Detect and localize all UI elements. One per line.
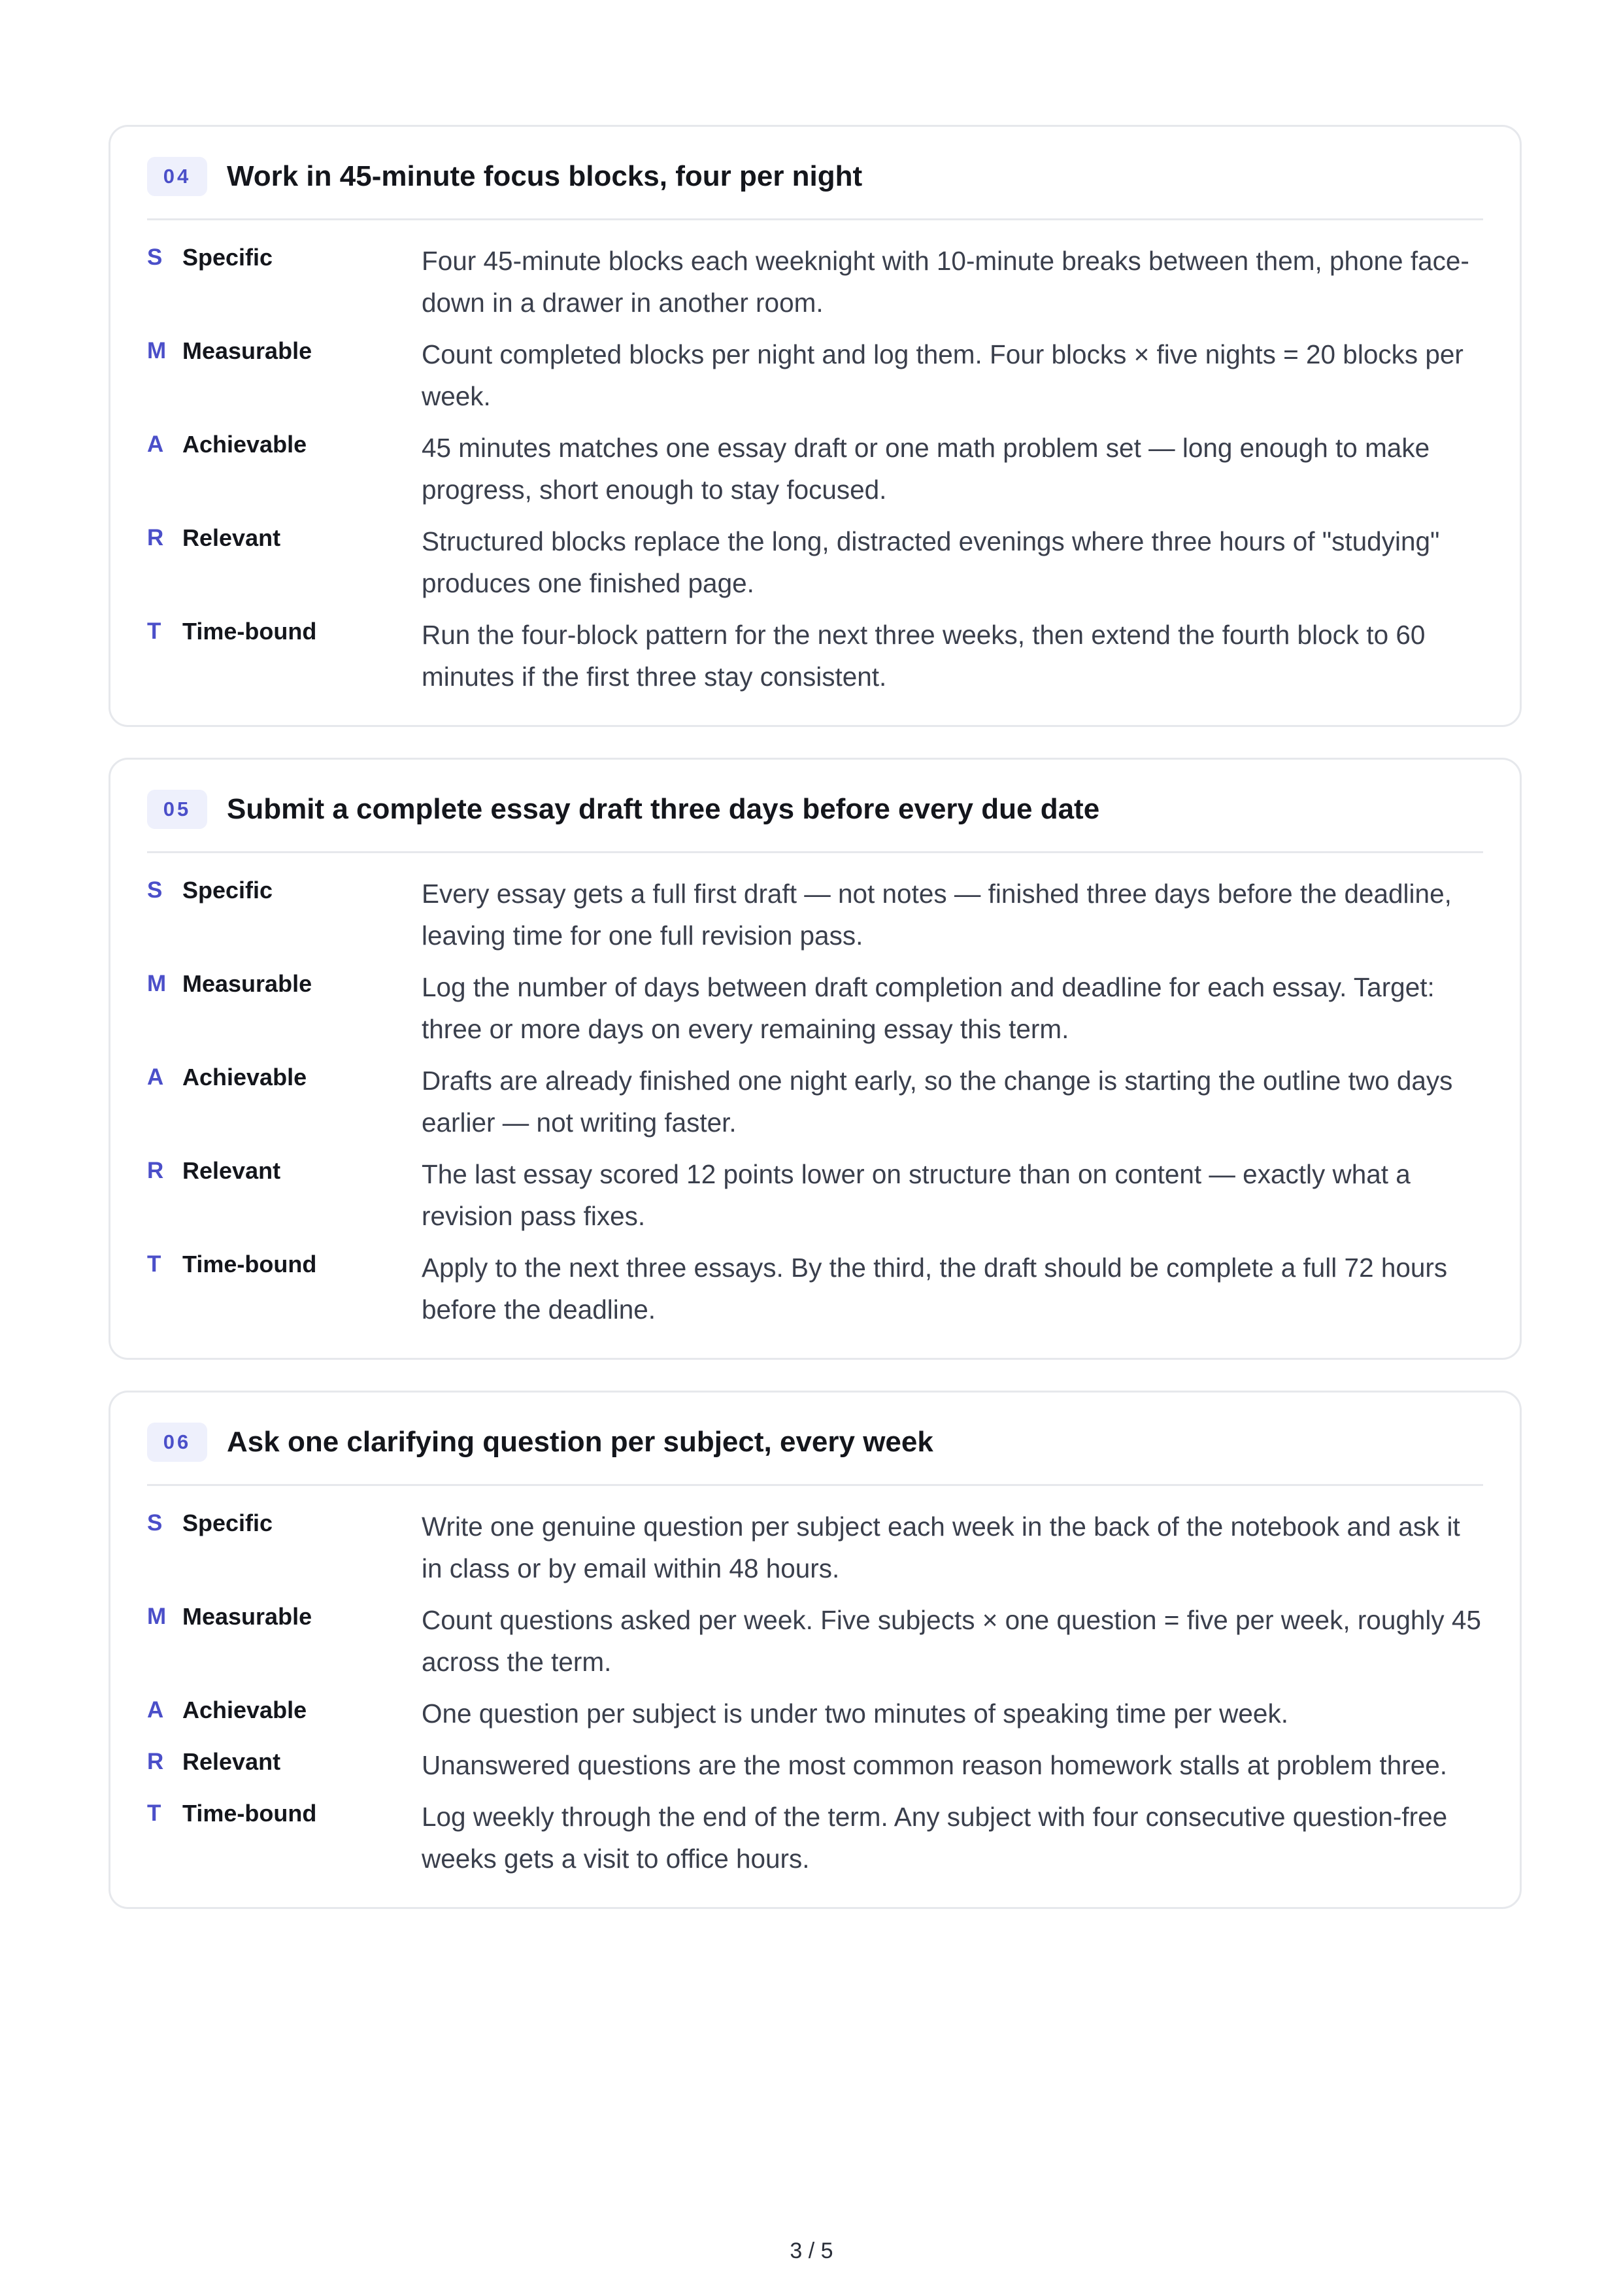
goal-card (109, 758, 1522, 1360)
smart-description: Structured blocks replace the long, distracted evenings where three hours of "studying" produces one finished page. (422, 526, 1440, 598)
smart-description: Count questions asked per week. Five subjects × one question = five per week, roughly 45 across the term. (422, 1605, 1481, 1677)
smart-description: Drafts are already finished one night early, so the change is starting the outline two days earlier — not writing faster. (422, 1066, 1453, 1138)
smart-label: Relevant (182, 1748, 281, 1775)
smart-description: Every essay gets a full first draft — not notes — finished three days before the deadline, leaving time for one full revision pass. (422, 879, 1452, 951)
smart-row-specific (147, 1508, 1483, 1589)
smart-label: Time-bound (182, 1800, 317, 1827)
goal-number-badge: 05 (147, 790, 207, 829)
goal-card (109, 1391, 1522, 1909)
smart-letter: M (147, 1604, 167, 1629)
smart-description: 45 minutes matches one essay draft or one math problem set — long enough to make progress, short enough to stay focused. (422, 433, 1430, 505)
smart-description: Run the four-block pattern for the next three weeks, then extend the fourth block to 60 minutes if the first three stay consistent. (422, 620, 1426, 692)
smart-letter: T (147, 1800, 161, 1826)
smart-letter: M (147, 338, 167, 363)
goal-card-header (147, 157, 1483, 220)
smart-label: Measurable (182, 970, 312, 997)
smart-row-relevant (147, 1747, 1483, 1786)
goal-card (109, 125, 1522, 727)
smart-letter: M (147, 971, 167, 996)
smart-description: The last essay scored 12 points lower on structure than on content — exactly what a revision pass fixes. (422, 1159, 1411, 1231)
smart-description: Write one genuine question per subject each week in the back of the notebook and ask it in class or by email within 48 hours. (422, 1511, 1460, 1583)
smart-letter: S (147, 877, 163, 903)
smart-row-specific (147, 875, 1483, 956)
smart-letter: S (147, 245, 163, 270)
smart-row-achievable (147, 430, 1483, 511)
goal-card-header (147, 1423, 1483, 1486)
smart-letter: T (147, 618, 161, 644)
smart-letter: T (147, 1251, 161, 1277)
smart-label: Relevant (182, 524, 281, 551)
smart-row-measurable (147, 336, 1483, 417)
smart-label: Specific (182, 244, 273, 271)
goal-number-badge: 06 (147, 1423, 207, 1462)
smart-row-specific (147, 243, 1483, 324)
goal-title: Submit a complete essay draft three days before every due date (227, 793, 1100, 825)
smart-row-relevant (147, 523, 1483, 604)
smart-row-achievable (147, 1062, 1483, 1143)
smart-description: Log the number of days between draft completion and deadline for each essay. Target: three or more days on every remaining essay this term. (422, 972, 1435, 1044)
smart-letter: R (147, 525, 164, 550)
smart-row-measurable (147, 969, 1483, 1050)
goal-number-badge: 04 (147, 157, 207, 196)
smart-letter: R (147, 1749, 164, 1774)
smart-row-measurable (147, 1602, 1483, 1683)
smart-label: Achievable (182, 1064, 307, 1090)
smart-letter: S (147, 1510, 163, 1536)
smart-row-time-bound (147, 1798, 1483, 1880)
smart-label: Measurable (182, 1603, 312, 1630)
smart-letter: R (147, 1158, 164, 1183)
smart-description: Unanswered questions are the most common reason homework stalls at problem three. (422, 1750, 1447, 1780)
smart-description: Log weekly through the end of the term. Any subject with four consecutive question-free weeks gets a visit to office hours. (422, 1802, 1448, 1874)
smart-letter: A (147, 431, 164, 457)
smart-row-achievable (147, 1695, 1483, 1734)
goal-title: Work in 45-minute focus blocks, four per night (227, 160, 863, 192)
smart-label: Achievable (182, 431, 307, 458)
smart-label: Specific (182, 1510, 273, 1536)
page-number: 3 / 5 (790, 2238, 833, 2263)
smart-label: Relevant (182, 1157, 281, 1184)
smart-row-time-bound (147, 1249, 1483, 1330)
smart-description: Four 45-minute blocks each weeknight with 10-minute breaks between them, phone face-down in a drawer in another room. (422, 246, 1469, 318)
smart-description: One question per subject is under two minutes of speaking time per week. (422, 1698, 1288, 1729)
goal-title: Ask one clarifying question per subject, every week (227, 1426, 933, 1458)
smart-row-relevant (147, 1156, 1483, 1237)
smart-description: Count completed blocks per night and log them. Four blocks × five nights = 20 blocks per week. (422, 339, 1464, 411)
smart-letter: A (147, 1064, 164, 1090)
goal-card-list (109, 125, 1522, 1940)
smart-label: Specific (182, 877, 273, 903)
smart-letter: A (147, 1697, 164, 1723)
smart-label: Time-bound (182, 1251, 317, 1277)
goal-card-header (147, 790, 1483, 853)
smart-description: Apply to the next three essays. By the third, the draft should be complete a full 72 hours before the deadline. (422, 1253, 1448, 1325)
smart-label: Achievable (182, 1697, 307, 1723)
smart-label: Time-bound (182, 618, 317, 645)
smart-row-time-bound (147, 616, 1483, 698)
smart-label: Measurable (182, 337, 312, 364)
